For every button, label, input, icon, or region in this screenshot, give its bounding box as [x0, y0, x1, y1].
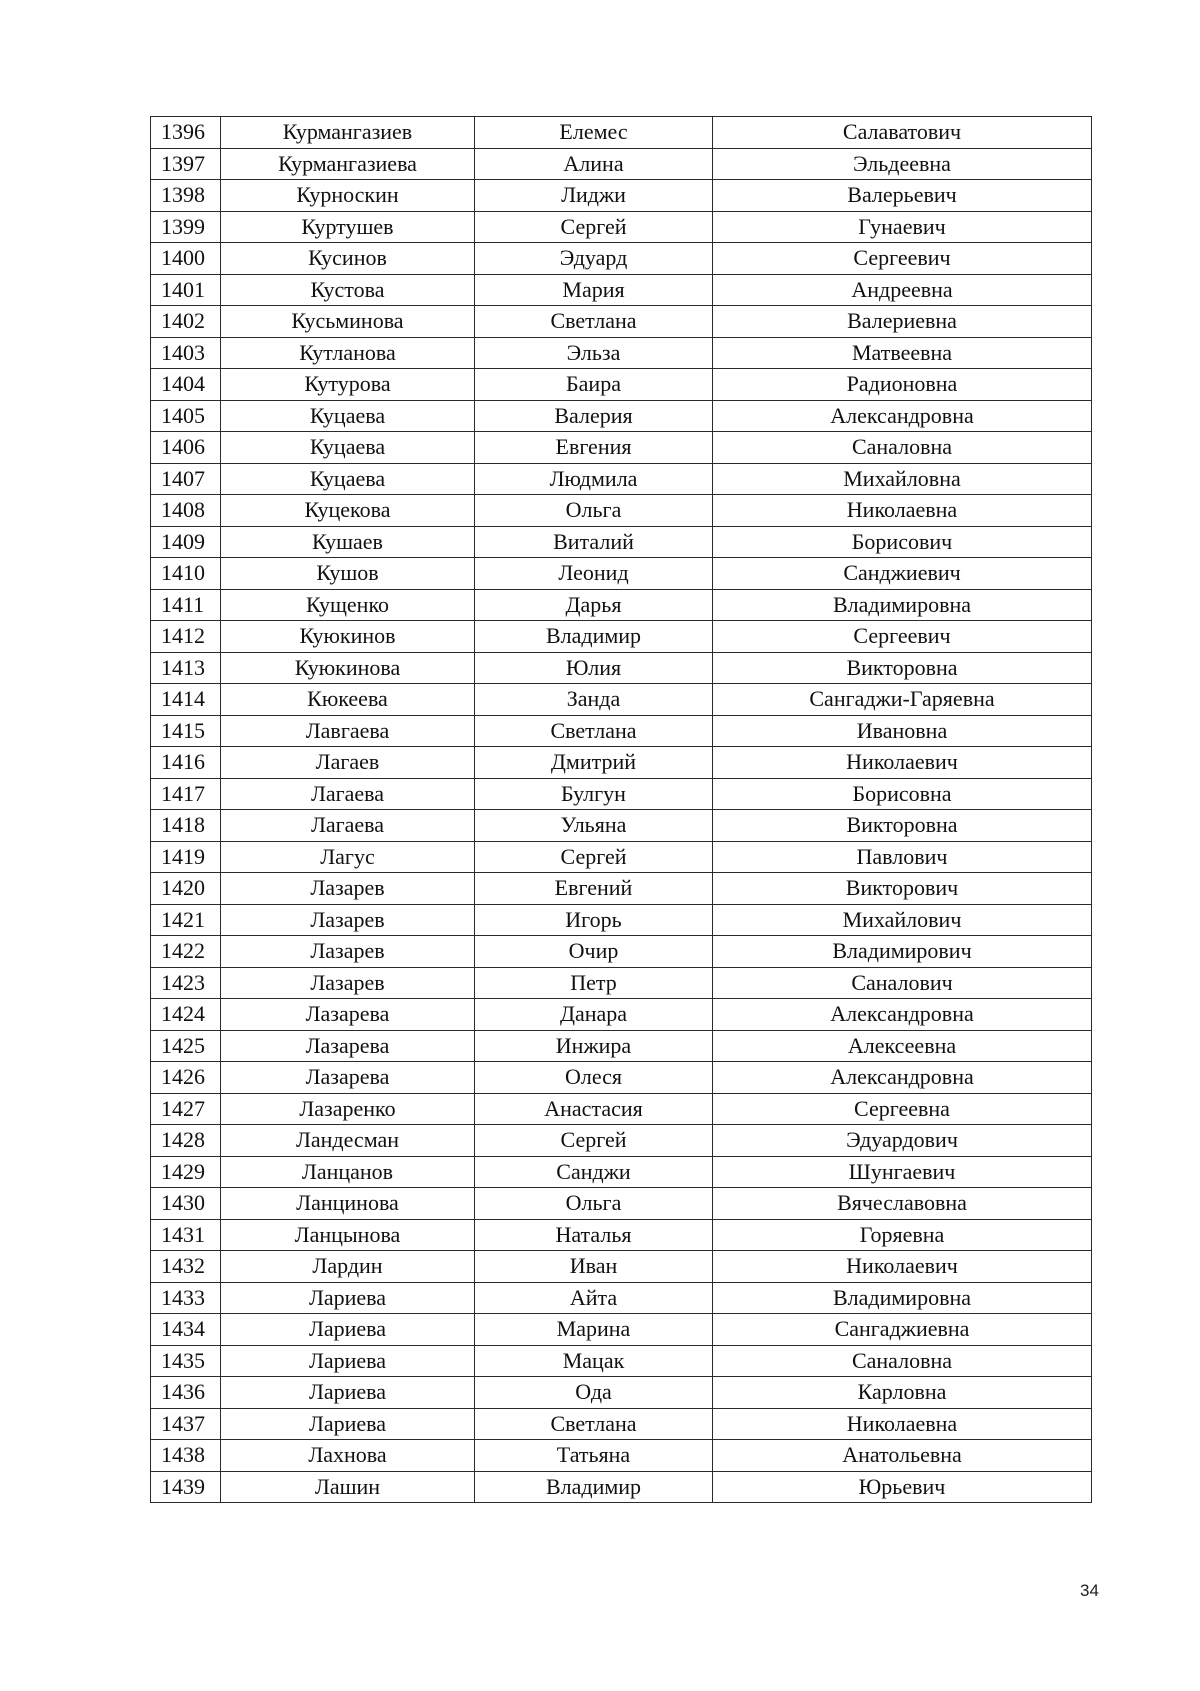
first-name-cell: Алина — [475, 148, 713, 180]
first-name-cell: Дарья — [475, 589, 713, 621]
last-name-cell: Курноскин — [221, 180, 475, 212]
row-number: 1399 — [151, 211, 221, 243]
first-name-cell: Мария — [475, 274, 713, 306]
first-name-cell: Леонид — [475, 558, 713, 590]
patronymic-cell: Радионовна — [713, 369, 1092, 401]
patronymic-cell: Карловна — [713, 1377, 1092, 1409]
patronymic-cell: Павлович — [713, 841, 1092, 873]
patronymic-cell: Александровна — [713, 1062, 1092, 1094]
patronymic-cell: Сергеевна — [713, 1093, 1092, 1125]
table-row — [151, 967, 1092, 999]
row-number: 1408 — [151, 495, 221, 527]
first-name-cell: Иван — [475, 1251, 713, 1283]
row-number: 1423 — [151, 967, 221, 999]
last-name-cell: Лариева — [221, 1408, 475, 1440]
row-number: 1402 — [151, 306, 221, 338]
last-name-cell: Кутланова — [221, 337, 475, 369]
patronymic-cell: Викторович — [713, 873, 1092, 905]
row-number: 1439 — [151, 1471, 221, 1503]
first-name-cell: Владимир — [475, 621, 713, 653]
table-row — [151, 526, 1092, 558]
last-name-cell: Кушов — [221, 558, 475, 590]
table-row — [151, 999, 1092, 1031]
last-name-cell: Лариева — [221, 1314, 475, 1346]
table-row — [151, 810, 1092, 842]
first-name-cell: Евгений — [475, 873, 713, 905]
row-number: 1401 — [151, 274, 221, 306]
patronymic-cell: Горяевна — [713, 1219, 1092, 1251]
patronymic-cell: Владимирович — [713, 936, 1092, 968]
first-name-cell: Эдуард — [475, 243, 713, 275]
first-name-cell: Булгун — [475, 778, 713, 810]
row-number: 1428 — [151, 1125, 221, 1157]
last-name-cell: Лагаева — [221, 810, 475, 842]
last-name-cell: Лашин — [221, 1471, 475, 1503]
table-row — [151, 1093, 1092, 1125]
patronymic-cell: Саналовна — [713, 432, 1092, 464]
patronymic-cell: Гунаевич — [713, 211, 1092, 243]
table-row — [151, 1125, 1092, 1157]
patronymic-cell: Сергеевич — [713, 621, 1092, 653]
first-name-cell: Светлана — [475, 715, 713, 747]
table-row — [151, 148, 1092, 180]
last-name-cell: Кусьминова — [221, 306, 475, 338]
row-number: 1421 — [151, 904, 221, 936]
first-name-cell: Светлана — [475, 306, 713, 338]
table-row — [151, 369, 1092, 401]
first-name-cell: Людмила — [475, 463, 713, 495]
row-number: 1430 — [151, 1188, 221, 1220]
row-number: 1405 — [151, 400, 221, 432]
table-row — [151, 1471, 1092, 1503]
row-number: 1398 — [151, 180, 221, 212]
table-row — [151, 589, 1092, 621]
last-name-cell: Лазарева — [221, 999, 475, 1031]
last-name-cell: Курмангазиев — [221, 117, 475, 149]
first-name-cell: Данара — [475, 999, 713, 1031]
first-name-cell: Сергей — [475, 1125, 713, 1157]
first-name-cell: Татьяна — [475, 1440, 713, 1472]
row-number: 1429 — [151, 1156, 221, 1188]
patronymic-cell: Юрьевич — [713, 1471, 1092, 1503]
last-name-cell: Кушаев — [221, 526, 475, 558]
table-row — [151, 400, 1092, 432]
last-name-cell: Куртушев — [221, 211, 475, 243]
row-number: 1437 — [151, 1408, 221, 1440]
last-name-cell: Лахнова — [221, 1440, 475, 1472]
row-number: 1438 — [151, 1440, 221, 1472]
table-row — [151, 1282, 1092, 1314]
first-name-cell: Ольга — [475, 495, 713, 527]
row-number: 1396 — [151, 117, 221, 149]
table-row — [151, 1219, 1092, 1251]
patronymic-cell: Николаевич — [713, 747, 1092, 779]
first-name-cell: Евгения — [475, 432, 713, 464]
row-number: 1415 — [151, 715, 221, 747]
first-name-cell: Владимир — [475, 1471, 713, 1503]
table-row — [151, 747, 1092, 779]
row-number: 1418 — [151, 810, 221, 842]
table-row — [151, 558, 1092, 590]
first-name-cell: Валерия — [475, 400, 713, 432]
last-name-cell: Кусинов — [221, 243, 475, 275]
first-name-cell: Очир — [475, 936, 713, 968]
last-name-cell: Лазарева — [221, 1030, 475, 1062]
roster-table — [150, 116, 1092, 1503]
last-name-cell: Ланцанов — [221, 1156, 475, 1188]
last-name-cell: Ланцынова — [221, 1219, 475, 1251]
patronymic-cell: Эльдеевна — [713, 148, 1092, 180]
patronymic-cell: Шунгаевич — [713, 1156, 1092, 1188]
patronymic-cell: Салаватович — [713, 117, 1092, 149]
last-name-cell: Куцаева — [221, 463, 475, 495]
last-name-cell: Кущенко — [221, 589, 475, 621]
row-number: 1431 — [151, 1219, 221, 1251]
row-number: 1407 — [151, 463, 221, 495]
last-name-cell: Кюкеева — [221, 684, 475, 716]
first-name-cell: Лиджи — [475, 180, 713, 212]
first-name-cell: Олеся — [475, 1062, 713, 1094]
last-name-cell: Лагаев — [221, 747, 475, 779]
table-row — [151, 715, 1092, 747]
table-row — [151, 243, 1092, 275]
first-name-cell: Наталья — [475, 1219, 713, 1251]
last-name-cell: Лавгаева — [221, 715, 475, 747]
last-name-cell: Лазарев — [221, 967, 475, 999]
table-row — [151, 1345, 1092, 1377]
patronymic-cell: Андреевна — [713, 274, 1092, 306]
first-name-cell: Сергей — [475, 841, 713, 873]
row-number: 1425 — [151, 1030, 221, 1062]
table-row — [151, 1314, 1092, 1346]
page-number: 34 — [1080, 1581, 1099, 1600]
row-number: 1420 — [151, 873, 221, 905]
first-name-cell: Елемес — [475, 117, 713, 149]
patronymic-cell: Валерьевич — [713, 180, 1092, 212]
patronymic-cell: Александровна — [713, 400, 1092, 432]
table-row — [151, 1062, 1092, 1094]
row-number: 1424 — [151, 999, 221, 1031]
table-row — [151, 211, 1092, 243]
row-number: 1422 — [151, 936, 221, 968]
patronymic-cell: Эдуардович — [713, 1125, 1092, 1157]
patronymic-cell: Вячеславовна — [713, 1188, 1092, 1220]
last-name-cell: Лариева — [221, 1377, 475, 1409]
row-number: 1419 — [151, 841, 221, 873]
first-name-cell: Юлия — [475, 652, 713, 684]
first-name-cell: Анастасия — [475, 1093, 713, 1125]
patronymic-cell: Алексеевна — [713, 1030, 1092, 1062]
row-number: 1412 — [151, 621, 221, 653]
first-name-cell: Дмитрий — [475, 747, 713, 779]
patronymic-cell: Борисовна — [713, 778, 1092, 810]
last-name-cell: Ландесман — [221, 1125, 475, 1157]
last-name-cell: Куцекова — [221, 495, 475, 527]
last-name-cell: Ланцинова — [221, 1188, 475, 1220]
table-row — [151, 1377, 1092, 1409]
last-name-cell: Лагаева — [221, 778, 475, 810]
patronymic-cell: Николаевна — [713, 495, 1092, 527]
last-name-cell: Кустова — [221, 274, 475, 306]
patronymic-cell: Викторовна — [713, 652, 1092, 684]
patronymic-cell: Николаевна — [713, 1408, 1092, 1440]
patronymic-cell: Анатольевна — [713, 1440, 1092, 1472]
table-row — [151, 1030, 1092, 1062]
patronymic-cell: Викторовна — [713, 810, 1092, 842]
patronymic-cell: Саналович — [713, 967, 1092, 999]
row-number: 1417 — [151, 778, 221, 810]
row-number: 1411 — [151, 589, 221, 621]
row-number: 1404 — [151, 369, 221, 401]
first-name-cell: Петр — [475, 967, 713, 999]
patronymic-cell: Владимировна — [713, 1282, 1092, 1314]
patronymic-cell: Ивановна — [713, 715, 1092, 747]
first-name-cell: Ульяна — [475, 810, 713, 842]
patronymic-cell: Николаевич — [713, 1251, 1092, 1283]
first-name-cell: Баира — [475, 369, 713, 401]
row-number: 1397 — [151, 148, 221, 180]
first-name-cell: Игорь — [475, 904, 713, 936]
row-number: 1435 — [151, 1345, 221, 1377]
table-row — [151, 621, 1092, 653]
last-name-cell: Лардин — [221, 1251, 475, 1283]
patronymic-cell: Валериевна — [713, 306, 1092, 338]
row-number: 1426 — [151, 1062, 221, 1094]
last-name-cell: Лазаренко — [221, 1093, 475, 1125]
patronymic-cell: Матвеевна — [713, 337, 1092, 369]
table-row — [151, 936, 1092, 968]
table-row — [151, 841, 1092, 873]
table-row — [151, 1188, 1092, 1220]
row-number: 1416 — [151, 747, 221, 779]
last-name-cell: Лазарев — [221, 936, 475, 968]
first-name-cell: Занда — [475, 684, 713, 716]
table-row — [151, 463, 1092, 495]
patronymic-cell: Владимировна — [713, 589, 1092, 621]
table-row — [151, 495, 1092, 527]
patronymic-cell: Сангаджиевна — [713, 1314, 1092, 1346]
row-number: 1406 — [151, 432, 221, 464]
first-name-cell: Инжира — [475, 1030, 713, 1062]
last-name-cell: Лазарев — [221, 904, 475, 936]
last-name-cell: Лазарева — [221, 1062, 475, 1094]
table-row — [151, 1251, 1092, 1283]
first-name-cell: Айта — [475, 1282, 713, 1314]
last-name-cell: Курмангазиева — [221, 148, 475, 180]
patronymic-cell: Саналовна — [713, 1345, 1092, 1377]
row-number: 1403 — [151, 337, 221, 369]
table-row — [151, 873, 1092, 905]
first-name-cell: Светлана — [475, 1408, 713, 1440]
table-row — [151, 684, 1092, 716]
table-row — [151, 652, 1092, 684]
table-row — [151, 1408, 1092, 1440]
row-number: 1436 — [151, 1377, 221, 1409]
last-name-cell: Лариева — [221, 1345, 475, 1377]
last-name-cell: Кутурова — [221, 369, 475, 401]
last-name-cell: Куюкинов — [221, 621, 475, 653]
row-number: 1434 — [151, 1314, 221, 1346]
table-row — [151, 306, 1092, 338]
row-number: 1427 — [151, 1093, 221, 1125]
first-name-cell: Ода — [475, 1377, 713, 1409]
table-row — [151, 1156, 1092, 1188]
last-name-cell: Лазарев — [221, 873, 475, 905]
first-name-cell: Санджи — [475, 1156, 713, 1188]
row-number: 1414 — [151, 684, 221, 716]
row-number: 1410 — [151, 558, 221, 590]
first-name-cell: Эльза — [475, 337, 713, 369]
patronymic-cell: Сергеевич — [713, 243, 1092, 275]
first-name-cell: Сергей — [475, 211, 713, 243]
table-row — [151, 117, 1092, 149]
table-row — [151, 274, 1092, 306]
table-row — [151, 180, 1092, 212]
patronymic-cell: Борисович — [713, 526, 1092, 558]
table-row — [151, 1440, 1092, 1472]
last-name-cell: Куцаева — [221, 432, 475, 464]
row-number: 1432 — [151, 1251, 221, 1283]
roster-table-body — [151, 117, 1092, 1503]
row-number: 1413 — [151, 652, 221, 684]
first-name-cell: Ольга — [475, 1188, 713, 1220]
row-number: 1409 — [151, 526, 221, 558]
patronymic-cell: Александровна — [713, 999, 1092, 1031]
row-number: 1400 — [151, 243, 221, 275]
table-row — [151, 778, 1092, 810]
table-row — [151, 904, 1092, 936]
last-name-cell: Куюкинова — [221, 652, 475, 684]
row-number: 1433 — [151, 1282, 221, 1314]
table-row — [151, 337, 1092, 369]
patronymic-cell: Санджиевич — [713, 558, 1092, 590]
last-name-cell: Лариева — [221, 1282, 475, 1314]
first-name-cell: Марина — [475, 1314, 713, 1346]
last-name-cell: Лагус — [221, 841, 475, 873]
patronymic-cell: Сангаджи-Гаряевна — [713, 684, 1092, 716]
patronymic-cell: Михайловна — [713, 463, 1092, 495]
patronymic-cell: Михайлович — [713, 904, 1092, 936]
table-row — [151, 432, 1092, 464]
first-name-cell: Виталий — [475, 526, 713, 558]
last-name-cell: Куцаева — [221, 400, 475, 432]
first-name-cell: Мацак — [475, 1345, 713, 1377]
